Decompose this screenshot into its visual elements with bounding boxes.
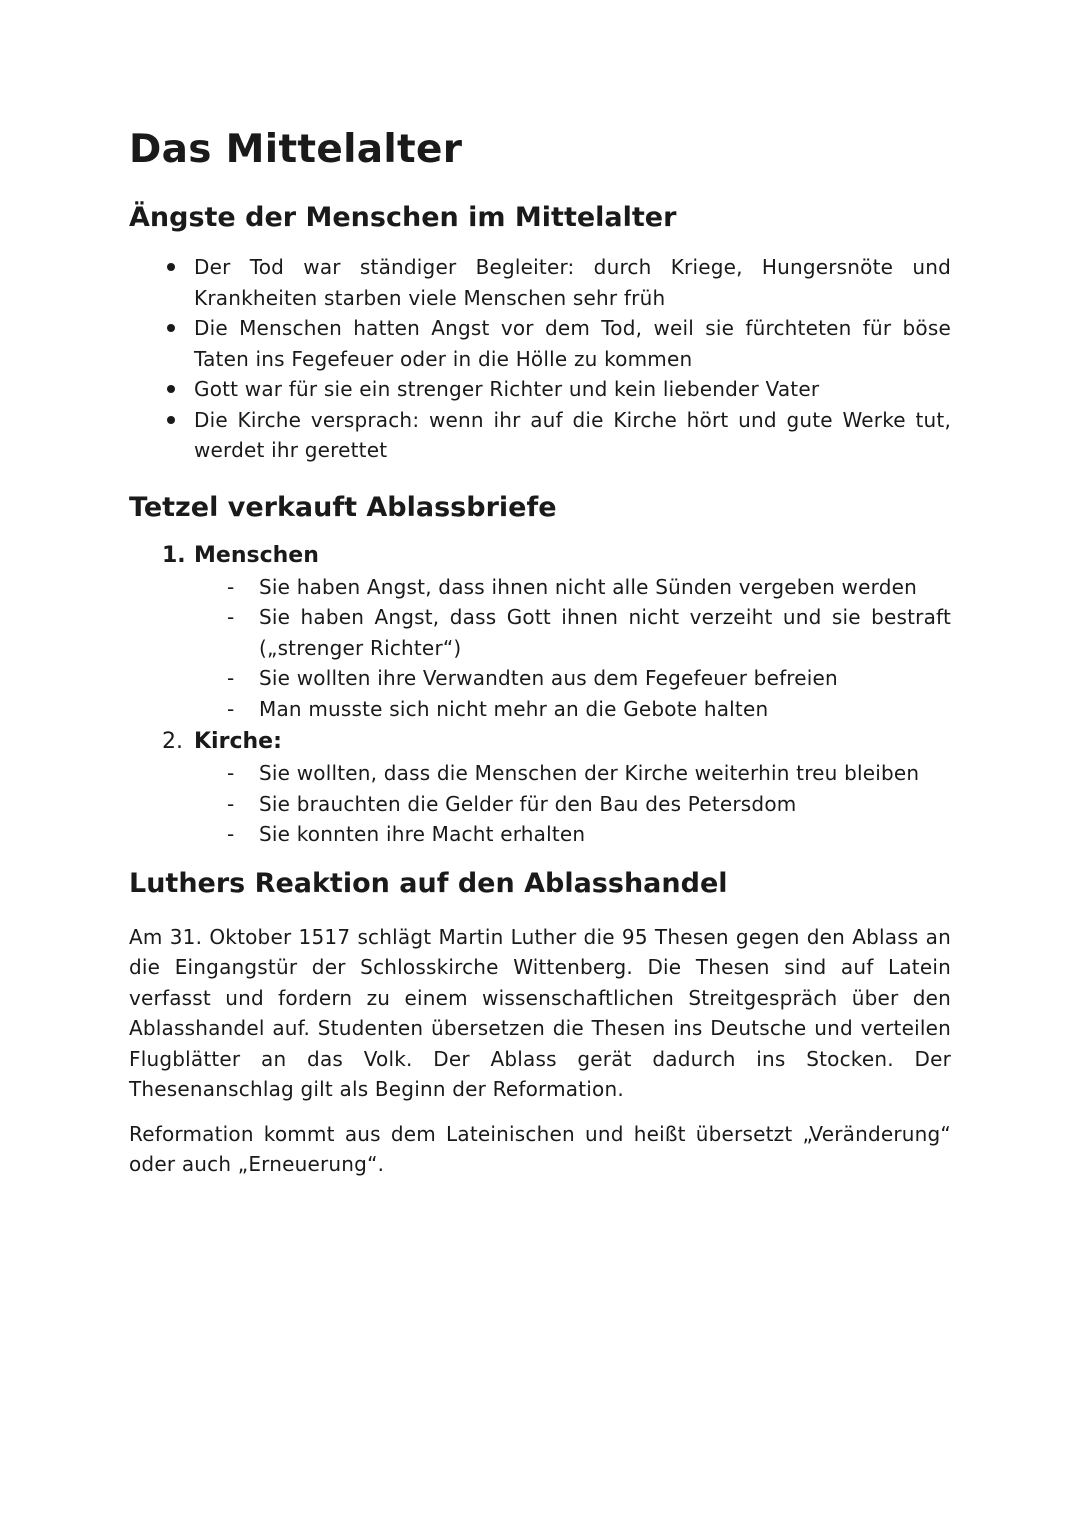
group-label: Kirche:: [194, 729, 282, 754]
paragraph: Am 31. Oktober 1517 schlägt Martin Luther die 95 Thesen gegen den Ablass an die Eingangstür der Schlosskirche Wittenberg. Die Thesen sind auf Latein verfasst und fordern zu einem wissenschaftlichen Streitgespräch über den Ablasshandel auf. Studenten übersetzen die Thesen ins Deutsche und verteilen Flugblätter an das Volk. Der Ablass gerät dadurch ins Stocken. Der Thesenanschlag gilt als Beginn der Reformation.: [129, 924, 951, 1101]
list-item-text: Die Menschen hatten Angst vor dem Tod, weil sie fürchteten für böse Taten ins Fegefeuer oder in die Hölle zu kommen: [194, 316, 951, 371]
list-item: [129, 374, 951, 405]
bullet-icon: [167, 324, 175, 332]
page-title: Das Mittelalter: [129, 127, 463, 172]
dash-icon: -: [227, 605, 235, 629]
dash-icon: -: [227, 791, 235, 816]
menschen-dash-list: [129, 572, 951, 725]
dash-icon: -: [227, 574, 235, 599]
group-number: 2.: [162, 729, 183, 754]
dash-icon: -: [227, 696, 235, 721]
paragraph: Reformation kommt aus dem Lateinischen und heißt übersetzt „Veränderung“ oder auch „Erneuerung“.: [129, 1121, 951, 1176]
list-item-text: Sie haben Angst, dass ihnen nicht alle Sünden vergeben werden: [259, 574, 917, 599]
dash-icon: -: [227, 761, 235, 785]
section-heading-tetzel: Tetzel verkauft Ablassbriefe: [129, 491, 557, 523]
list-item: [129, 819, 951, 850]
list-item-text: Man musste sich nicht mehr an die Gebote halten: [259, 696, 769, 721]
dash-icon: -: [227, 666, 235, 690]
list-item-text: Sie konnten ihre Macht erhalten: [259, 822, 586, 846]
dash-icon: -: [227, 822, 235, 846]
group-title-menschen: [162, 540, 951, 572]
list-item: [129, 252, 951, 313]
kirche-dash-list: [129, 758, 951, 850]
list-item-text: Sie brauchten die Gelder für den Bau des Petersdom: [259, 791, 797, 816]
group-label: Menschen: [194, 542, 319, 568]
section-heading-aengste: Ängste der Menschen im Mittelalter: [129, 202, 677, 233]
list-item-text: Der Tod war ständiger Begleiter: durch Kriege, Hungersnöte und Krankheiten starben viele Menschen sehr früh: [194, 255, 951, 310]
document-page: [129, 120, 951, 1180]
section-heading-luther: Luthers Reaktion auf den Ablasshandel: [129, 867, 728, 899]
fears-bullet-list: [129, 252, 951, 466]
list-item: [129, 758, 951, 789]
list-item-text: Gott war für sie ein strenger Richter und kein liebender Vater: [194, 377, 820, 401]
list-item: [129, 572, 951, 603]
list-item: [129, 663, 951, 694]
list-item: [129, 405, 951, 466]
list-item-text: Die Kirche versprach: wenn ihr auf die Kirche hört und gute Werke tut, werdet ihr gerettet: [194, 407, 951, 462]
list-item-text: Sie wollten, dass die Menschen der Kirche weiterhin treu bleiben: [259, 761, 920, 785]
list-item-text: Sie wollten ihre Verwandten aus dem Fegefeuer befreien: [259, 666, 838, 690]
list-item: [129, 602, 951, 663]
bullet-icon: [167, 416, 175, 424]
list-item: [129, 789, 951, 820]
list-item-text: Sie haben Angst, dass Gott ihnen nicht verzeiht und sie bestraft („strenger Richter“): [259, 605, 951, 660]
group-number: 1.: [162, 542, 186, 568]
list-item: [129, 694, 951, 725]
bullet-icon: [167, 385, 175, 393]
bullet-icon: [167, 263, 175, 271]
group-title-kirche: [162, 726, 951, 758]
list-item: [129, 313, 951, 374]
